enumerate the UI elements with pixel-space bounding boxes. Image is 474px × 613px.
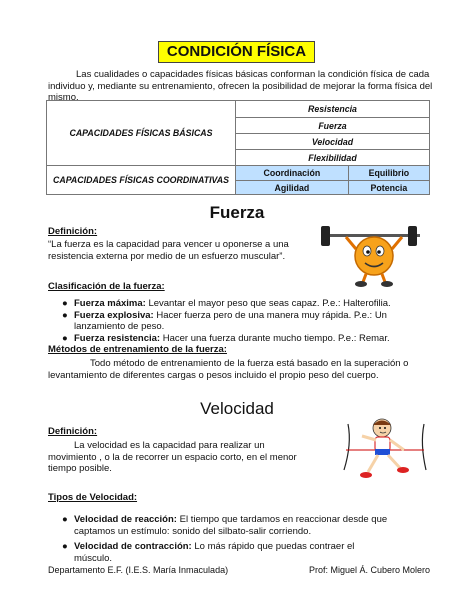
bullet-term: Velocidad de reacción:: [74, 514, 177, 525]
fuerza-methods-heading: Métodos de entrenamiento de la fuerza:: [48, 344, 227, 355]
fuerza-types-list: [62, 298, 432, 344]
footer-professor: Prof: Miguel Á. Cubero Molero: [308, 565, 430, 575]
fuerza-definition-text: “La fuerza es la capacidad para vencer u oponerse a una resistencia externa por medio de un esfuerzo muscular”.: [48, 239, 289, 262]
basic-item: Fuerza: [236, 118, 430, 134]
velocidad-definition-text: La velocidad es la capacidad para realizar un movimiento , o la de recorrer un espacio corto, en el menor tiempo posible.: [48, 440, 297, 474]
fuerza-classification-heading: Clasificación de la fuerza:: [48, 281, 165, 292]
bullet-term: Fuerza explosiva:: [74, 309, 154, 321]
basic-capacities-label: CAPACIDADES FÍSICAS BÁSICAS: [47, 101, 236, 166]
basic-item: Flexibilidad: [236, 150, 430, 166]
basic-item: Resistencia: [236, 101, 430, 118]
bullet-icon: ●: [62, 541, 68, 552]
bullet-term: Velocidad de contracción:: [74, 541, 192, 552]
fuerza-definition-heading: Definición:: [48, 226, 98, 237]
bullet-text: El tiempo que tardamos en reaccionar desde que captamos un estímulo: sonido del silbato-salir corriendo.: [74, 514, 388, 537]
bullet-icon: ●: [62, 309, 68, 321]
section-title-velocidad: Velocidad: [200, 399, 274, 418]
page-title: CONDICIÓN FÍSICA: [158, 41, 315, 63]
bullet-icon: ●: [62, 332, 68, 344]
bullet-text: Hacer fuerza pero de una manera muy rápida. P.e.: Un lanzamiento de peso.: [74, 309, 387, 332]
list-item: [62, 514, 392, 537]
coord-item: Coordinación: [236, 166, 349, 181]
velocidad-types-list: [62, 514, 392, 564]
coordinative-capacities-label: CAPACIDADES FÍSICAS COORDINATIVAS: [47, 166, 236, 195]
bullet-text: Levantar el mayor peso que seas capaz. P.e.: Halterofilia.: [148, 298, 391, 309]
coord-item: Equilibrio: [348, 166, 429, 181]
fuerza-methods-text: Todo método de entrenamiento de la fuerza está basado en la superación o levantamiento de diferentes cargas o pesos incluido el propio peso del cuerpo.: [48, 358, 409, 381]
weightlifter-illustration: [318, 222, 430, 288]
capacities-table: [46, 100, 430, 195]
velocidad-types-heading: Tipos de Velocidad:: [48, 492, 138, 503]
bullet-term: Fuerza resistencia:: [74, 332, 161, 344]
section-title-fuerza: Fuerza: [209, 203, 265, 222]
velocidad-definition-heading: Definición:: [48, 426, 98, 437]
bullet-text: Lo más rápido que puedas contraer el músculo.: [74, 541, 355, 564]
list-item: [62, 333, 432, 345]
bullet-icon: ●: [62, 514, 68, 525]
list-item: [62, 298, 432, 310]
list-item: [62, 541, 392, 564]
bullet-icon: ●: [62, 298, 68, 309]
runner-illustration: [338, 414, 432, 488]
coord-item: Agilidad: [236, 181, 349, 195]
coord-item: Potencia: [348, 181, 429, 195]
intro-paragraph: Las cualidades o capacidades físicas básicas conforman la condición física de cada individuo y, mediante su entrenamiento, ofrecen la posibilidad de mejorar la forma física del mismo.: [48, 69, 433, 103]
basic-item: Velocidad: [236, 134, 430, 150]
bullet-term: Fuerza máxima:: [74, 298, 146, 309]
list-item: [62, 310, 432, 333]
footer-department: Departamento E.F. (I.E.S. María Inmaculada): [48, 565, 229, 575]
bullet-text: Hacer una fuerza durante mucho tiempo. P.e.: Remar.: [162, 332, 390, 344]
